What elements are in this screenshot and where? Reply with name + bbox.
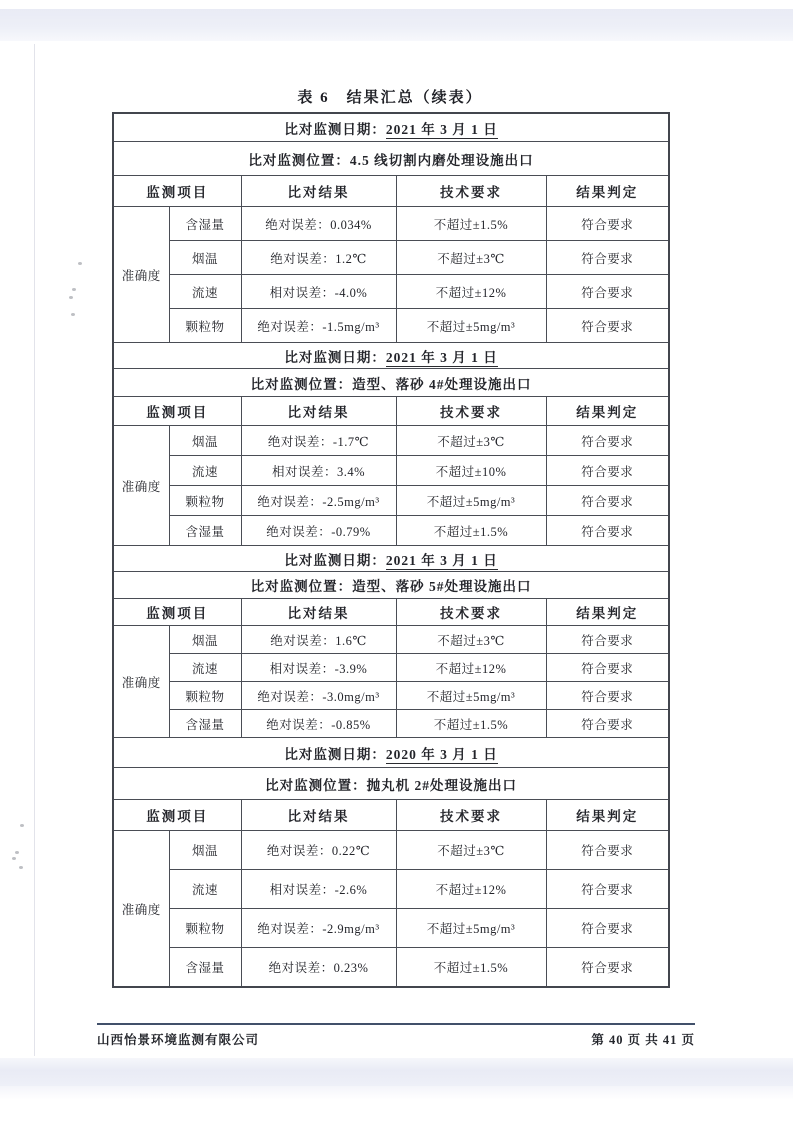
result-cell: 相对误差：-3.9% bbox=[241, 654, 396, 682]
comparison-date-label: 比对监测日期： bbox=[284, 552, 386, 568]
judgement-cell: 符合要求 bbox=[546, 275, 669, 309]
item-cell: 流速 bbox=[169, 456, 241, 486]
result-cell: 绝对误差：-1.5mg/m³ bbox=[241, 309, 396, 343]
requirement-cell: 不超过±12% bbox=[396, 275, 546, 309]
item-cell: 流速 bbox=[169, 654, 241, 682]
group-cell-accuracy: 准确度 bbox=[113, 426, 169, 546]
judgement-cell: 符合要求 bbox=[546, 831, 669, 870]
result-cell: 绝对误差：-0.79% bbox=[241, 516, 396, 546]
col-header-judgement: 结果判定 bbox=[546, 800, 669, 831]
footer-page-number: 第 40 页 共 41 页 bbox=[591, 1033, 695, 1047]
requirement-cell: 不超过±1.5% bbox=[396, 710, 546, 738]
col-header-judgement: 结果判定 bbox=[546, 176, 669, 207]
col-header-item: 监测项目 bbox=[113, 599, 241, 626]
col-header-item: 监测项目 bbox=[113, 176, 241, 207]
table-row bbox=[113, 486, 669, 516]
table-row bbox=[113, 831, 669, 870]
table-row bbox=[113, 682, 669, 710]
judgement-cell: 符合要求 bbox=[546, 456, 669, 486]
requirement-cell: 不超过±3℃ bbox=[396, 241, 546, 275]
comparison-date-cell bbox=[113, 113, 669, 142]
item-cell: 颗粒物 bbox=[169, 682, 241, 710]
comparison-date-row bbox=[113, 738, 669, 768]
item-cell: 颗粒物 bbox=[169, 309, 241, 343]
comparison-location-row bbox=[113, 142, 669, 176]
item-cell: 烟温 bbox=[169, 426, 241, 456]
scan-artifact-bottom-band bbox=[0, 1058, 793, 1086]
scan-artifact-mark bbox=[20, 824, 24, 827]
comparison-date-cell bbox=[113, 343, 669, 369]
result-cell: 绝对误差：0.034% bbox=[241, 207, 396, 241]
col-header-judgement: 结果判定 bbox=[546, 599, 669, 626]
comparison-location-value: 造型、落砂 4#处理设施出口 bbox=[352, 376, 532, 392]
comparison-location-cell bbox=[113, 369, 669, 397]
scan-artifact-mark bbox=[78, 262, 82, 265]
judgement-cell: 符合要求 bbox=[546, 516, 669, 546]
table-row bbox=[113, 275, 669, 309]
item-cell: 流速 bbox=[169, 870, 241, 909]
scan-artifact-mark bbox=[12, 857, 16, 860]
judgement-cell: 符合要求 bbox=[546, 309, 669, 343]
table-row bbox=[113, 909, 669, 948]
item-cell: 含湿量 bbox=[169, 207, 241, 241]
col-header-result: 比对结果 bbox=[241, 397, 396, 426]
requirement-cell: 不超过±5mg/m³ bbox=[396, 909, 546, 948]
comparison-date-value: 2021 年 3 月 1 日 bbox=[385, 121, 498, 137]
scan-artifact-fold-line bbox=[34, 44, 35, 1056]
item-cell: 含湿量 bbox=[169, 516, 241, 546]
scan-artifact-mark bbox=[71, 313, 75, 316]
comparison-location-label: 比对监测位置： bbox=[248, 152, 350, 168]
judgement-cell: 符合要求 bbox=[546, 870, 669, 909]
requirement-cell: 不超过±5mg/m³ bbox=[396, 486, 546, 516]
col-header-result: 比对结果 bbox=[241, 599, 396, 626]
col-header-item: 监测项目 bbox=[113, 397, 241, 426]
judgement-cell: 符合要求 bbox=[546, 241, 669, 275]
column-header-row bbox=[113, 397, 669, 426]
comparison-date-row bbox=[113, 546, 669, 572]
scan-artifact-top-band bbox=[0, 9, 793, 41]
requirement-cell: 不超过±3℃ bbox=[396, 426, 546, 456]
item-cell: 含湿量 bbox=[169, 710, 241, 738]
judgement-cell: 符合要求 bbox=[546, 682, 669, 710]
result-cell: 相对误差：-2.6% bbox=[241, 870, 396, 909]
group-cell-accuracy: 准确度 bbox=[113, 207, 169, 343]
result-cell: 绝对误差：1.2℃ bbox=[241, 241, 396, 275]
requirement-cell: 不超过±10% bbox=[396, 456, 546, 486]
table-row bbox=[113, 516, 669, 546]
comparison-location-cell bbox=[113, 572, 669, 599]
col-header-result: 比对结果 bbox=[241, 800, 396, 831]
result-cell: 绝对误差：-3.0mg/m³ bbox=[241, 682, 396, 710]
result-cell: 相对误差：3.4% bbox=[241, 456, 396, 486]
result-cell: 绝对误差：-0.85% bbox=[241, 710, 396, 738]
requirement-cell: 不超过±5mg/m³ bbox=[396, 309, 546, 343]
table-section bbox=[113, 546, 669, 738]
requirement-cell: 不超过±12% bbox=[396, 654, 546, 682]
table-row bbox=[113, 710, 669, 738]
comparison-location-label: 比对监测位置： bbox=[265, 777, 367, 793]
page-title: 表 6 结果汇总（续表） bbox=[297, 90, 483, 106]
comparison-date-label: 比对监测日期： bbox=[284, 746, 386, 762]
judgement-cell: 符合要求 bbox=[546, 426, 669, 456]
group-cell-accuracy: 准确度 bbox=[113, 831, 169, 988]
column-header-row bbox=[113, 176, 669, 207]
comparison-date-cell bbox=[113, 546, 669, 572]
judgement-cell: 符合要求 bbox=[546, 710, 669, 738]
result-cell: 相对误差：-4.0% bbox=[241, 275, 396, 309]
scan-artifact-bottom-smudge bbox=[0, 1086, 793, 1100]
comparison-location-label: 比对监测位置： bbox=[250, 579, 353, 594]
table-section bbox=[113, 343, 669, 546]
judgement-cell: 符合要求 bbox=[546, 909, 669, 948]
scan-artifact-mark bbox=[19, 866, 23, 869]
table-row bbox=[113, 456, 669, 486]
comparison-date-row bbox=[113, 113, 669, 142]
table-section bbox=[113, 113, 669, 343]
comparison-location-value: 抛丸机 2#处理设施出口 bbox=[366, 777, 517, 793]
comparison-location-label: 比对监测位置： bbox=[250, 376, 353, 392]
requirement-cell: 不超过±1.5% bbox=[396, 948, 546, 988]
column-header-row bbox=[113, 800, 669, 831]
judgement-cell: 符合要求 bbox=[546, 948, 669, 988]
comparison-location-row bbox=[113, 768, 669, 800]
comparison-location-value: 造型、落砂 5#处理设施出口 bbox=[352, 579, 532, 594]
comparison-location-row bbox=[113, 369, 669, 397]
table-row bbox=[113, 426, 669, 456]
col-header-requirement: 技术要求 bbox=[396, 599, 546, 626]
comparison-location-cell bbox=[113, 142, 669, 176]
scan-artifact-mark bbox=[69, 296, 73, 299]
judgement-cell: 符合要求 bbox=[546, 486, 669, 516]
result-cell: 绝对误差：-1.7℃ bbox=[241, 426, 396, 456]
item-cell: 颗粒物 bbox=[169, 486, 241, 516]
result-cell: 绝对误差：-2.5mg/m³ bbox=[241, 486, 396, 516]
col-header-result: 比对结果 bbox=[241, 176, 396, 207]
table-row bbox=[113, 870, 669, 909]
column-header-row bbox=[113, 599, 669, 626]
comparison-date-cell bbox=[113, 738, 669, 768]
requirement-cell: 不超过±1.5% bbox=[396, 207, 546, 241]
table-row bbox=[113, 948, 669, 988]
col-header-requirement: 技术要求 bbox=[396, 176, 546, 207]
col-header-requirement: 技术要求 bbox=[396, 800, 546, 831]
item-cell: 烟温 bbox=[169, 831, 241, 870]
table-row bbox=[113, 207, 669, 241]
comparison-location-row bbox=[113, 572, 669, 599]
table-row bbox=[113, 241, 669, 275]
result-cell: 绝对误差：0.22℃ bbox=[241, 831, 396, 870]
item-cell: 含湿量 bbox=[169, 948, 241, 988]
scan-artifact-mark bbox=[72, 288, 76, 291]
comparison-date-label: 比对监测日期： bbox=[284, 121, 386, 137]
comparison-date-row bbox=[113, 343, 669, 369]
requirement-cell: 不超过±5mg/m³ bbox=[396, 682, 546, 710]
table-row bbox=[113, 626, 669, 654]
group-cell-accuracy: 准确度 bbox=[113, 626, 169, 738]
comparison-date-value: 2021 年 3 月 1 日 bbox=[385, 349, 498, 365]
requirement-cell: 不超过±12% bbox=[396, 870, 546, 909]
page-footer bbox=[97, 1023, 695, 1048]
comparison-location-cell bbox=[113, 768, 669, 800]
footer-company: 山西怡景环境监测有限公司 bbox=[97, 1033, 260, 1047]
scan-artifact-mark bbox=[15, 851, 19, 854]
requirement-cell: 不超过±1.5% bbox=[396, 516, 546, 546]
table-section bbox=[113, 738, 669, 988]
judgement-cell: 符合要求 bbox=[546, 626, 669, 654]
table-row bbox=[113, 654, 669, 682]
judgement-cell: 符合要求 bbox=[546, 654, 669, 682]
comparison-location-value: 4.5 线切割内磨处理设施出口 bbox=[349, 152, 534, 168]
item-cell: 烟温 bbox=[169, 626, 241, 654]
requirement-cell: 不超过±3℃ bbox=[396, 831, 546, 870]
judgement-cell: 符合要求 bbox=[546, 207, 669, 241]
result-cell: 绝对误差：0.23% bbox=[241, 948, 396, 988]
col-header-requirement: 技术要求 bbox=[396, 397, 546, 426]
comparison-date-value: 2020 年 3 月 1 日 bbox=[385, 746, 498, 762]
table-row bbox=[113, 309, 669, 343]
requirement-cell: 不超过±3℃ bbox=[396, 626, 546, 654]
item-cell: 烟温 bbox=[169, 241, 241, 275]
col-header-judgement: 结果判定 bbox=[546, 397, 669, 426]
item-cell: 颗粒物 bbox=[169, 909, 241, 948]
comparison-date-value: 2021 年 3 月 1 日 bbox=[385, 552, 498, 568]
results-summary-table bbox=[112, 112, 670, 988]
result-cell: 绝对误差：1.6℃ bbox=[241, 626, 396, 654]
item-cell: 流速 bbox=[169, 275, 241, 309]
result-cell: 绝对误差：-2.9mg/m³ bbox=[241, 909, 396, 948]
col-header-item: 监测项目 bbox=[113, 800, 241, 831]
comparison-date-label: 比对监测日期： bbox=[284, 349, 386, 365]
